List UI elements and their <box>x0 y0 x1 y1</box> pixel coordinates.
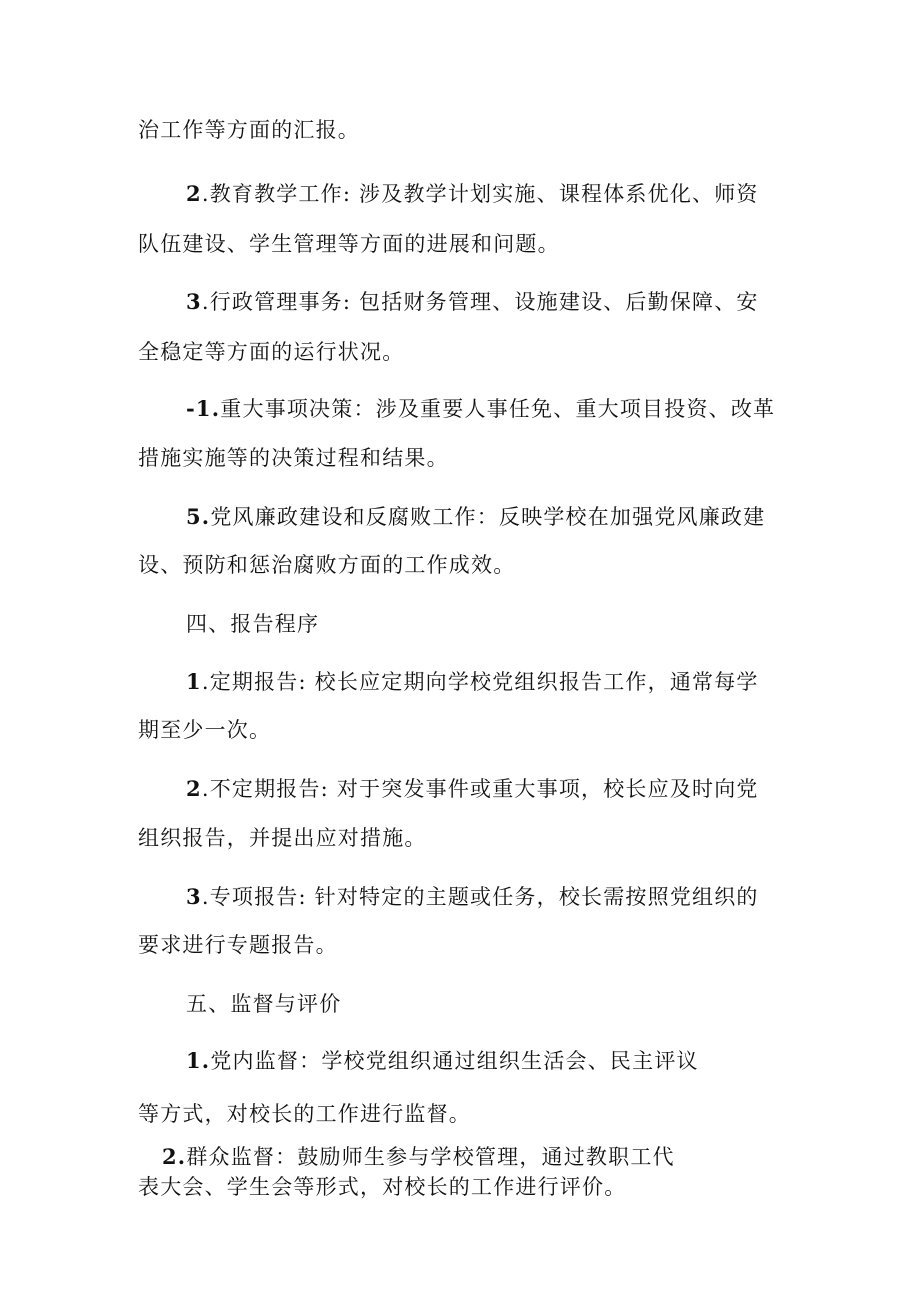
list-item-5-line-1 <box>186 503 765 531</box>
text-span: 期至少一次。 <box>138 718 272 742</box>
text-span: 治工作等方面的汇报。 <box>138 118 360 142</box>
item-number: 5. <box>186 504 211 529</box>
text-span: 要求进行专题报告。 <box>138 933 338 957</box>
heading-text: 四、报告程序 <box>186 612 320 636</box>
item-number: 2. <box>162 1144 187 1169</box>
text-span: 党内监督：学校党组织通过组织生活会、民主评议 <box>210 1049 699 1073</box>
report-item-3-line-1 <box>186 883 759 911</box>
list-item-5-line-2 <box>138 551 515 579</box>
report-item-1-line-1 <box>186 668 759 696</box>
supervision-item-2-line-2 <box>138 1173 626 1201</box>
item-number: 1. <box>186 1048 211 1073</box>
item-number: 2 <box>186 181 202 206</box>
item-number: -1. <box>186 396 221 421</box>
text-span: 措施实施等的决策过程和结果。 <box>138 446 449 470</box>
text-span: 等方式，对校长的工作进行监督。 <box>138 1102 471 1126</box>
list-item-4-line-1 <box>186 395 775 423</box>
text-span: 全稳定等方面的运行状况。 <box>138 340 405 364</box>
paragraph-line <box>138 116 360 144</box>
report-item-1-line-2 <box>138 716 271 744</box>
heading-text: 五、监督与评价 <box>186 992 342 1016</box>
text-span: .行政管理事务: 包括财务管理、设施建设、后勤保障、安 <box>201 290 759 314</box>
item-number: 3 <box>186 884 202 909</box>
list-item-3-line-2 <box>138 338 404 366</box>
report-item-2-line-1 <box>186 775 759 803</box>
text-span: 重大事项决策：涉及重要人事任免、重大项目投资、改革 <box>220 397 776 421</box>
report-item-2-line-2 <box>138 824 427 852</box>
supervision-item-2-line-1 <box>162 1143 675 1171</box>
report-item-3-line-2 <box>138 931 338 959</box>
supervision-item-1-line-2 <box>138 1100 471 1128</box>
list-item-3-line-1 <box>186 288 759 316</box>
section-heading-5 <box>186 990 341 1018</box>
text-span: .定期报告: 校长应定期向学校党组织报告工作，通常每学 <box>201 670 759 694</box>
item-number: 3 <box>186 289 202 314</box>
section-heading-4 <box>186 610 319 638</box>
supervision-item-1-line-1 <box>186 1047 699 1075</box>
list-item-4-line-2 <box>138 444 449 472</box>
text-span: 表大会、学生会等形式，对校长的工作进行评价。 <box>138 1175 627 1199</box>
item-number: 2 <box>186 776 202 801</box>
text-span: 组织报告，并提出应对措施。 <box>138 826 427 850</box>
item-number: 1 <box>186 669 202 694</box>
text-span: 队伍建设、学生管理等方面的进展和问题。 <box>138 232 560 256</box>
text-span: .教育教学工作: 涉及教学计划实施、课程体系优化、师资 <box>201 182 759 206</box>
text-span: .专项报告: 针对特定的主题或任务，校长需按照党组织的 <box>201 885 759 909</box>
list-item-2-line-2 <box>138 230 560 258</box>
text-span: 党风廉政建设和反腐败工作：反映学校在加强党风廉政建 <box>210 505 766 529</box>
list-item-2-line-1 <box>186 180 759 208</box>
text-span: 设、预防和惩治腐败方面的工作成效。 <box>138 553 516 577</box>
text-span: 群众监督：鼓励师生参与学校管理，通过教职工代 <box>186 1145 675 1169</box>
text-span: .不定期报告: 对于突发事件或重大事项，校长应及时向党 <box>201 777 759 801</box>
